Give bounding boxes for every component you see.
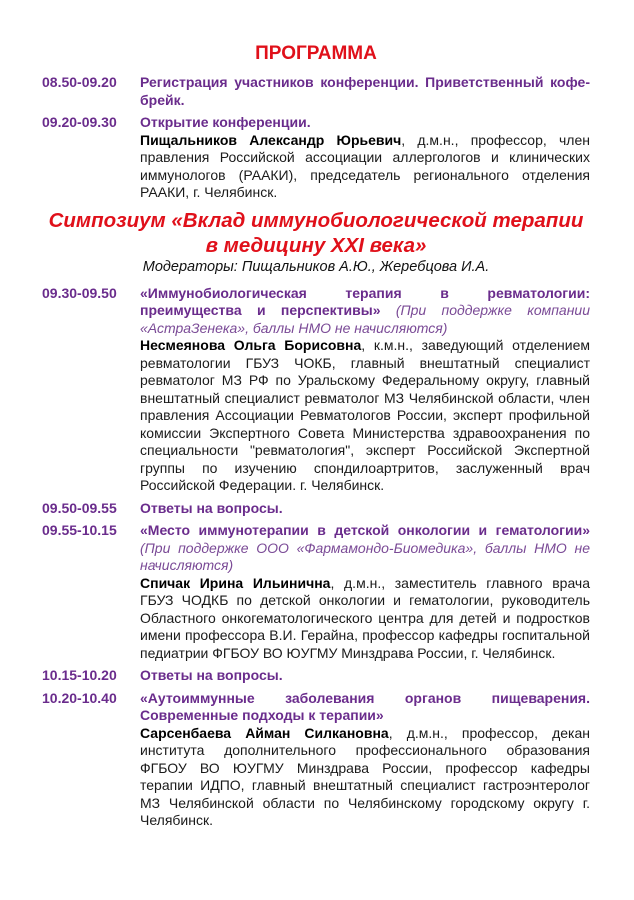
topic-text: «Иммунобиологическая терапия в ревматологии: преимущества и перспективы» — [140, 284, 590, 318]
speaker-details: , д.м.н., профессор, член правления Российской ассоциации аллергологов и клинических иммунологов (РААКИ), председатель регионального отделения РААКИ, г. Челябинск. — [140, 131, 590, 200]
item-topic — [140, 74, 590, 109]
item-topic — [140, 500, 590, 518]
program-item — [42, 667, 590, 685]
item-body — [140, 500, 590, 518]
program-item — [42, 500, 590, 518]
speaker-details: , д.м.н., профессор, декан института дополнительного профессионального образования ФГБОУ ВО ЮУГМУ Минздрава России, профессор кафедры терапии ИДПО, главный внештатный специалист гастроэнтеролог МЗ Челябинской области по Челябинскому городскому округу г. Челябинск. — [140, 724, 591, 828]
program-list-opening — [42, 74, 590, 202]
item-time: 09.20-09.30 — [42, 114, 117, 130]
item-time: 09.50-09.55 — [42, 499, 117, 516]
topic-text: Ответы на вопросы. — [140, 667, 283, 683]
item-time: 10.20-10.40 — [42, 689, 117, 706]
topic-text: Открытие конференции. — [140, 114, 311, 130]
symposium-moderators: Модераторы: Пищальников А.Ю., Жеребцова И.А. — [142, 258, 490, 275]
speaker-info — [140, 337, 590, 495]
topic-text: «Аутоиммунные заболевания органов пищеварения. Современные подходы к терапии» — [140, 689, 590, 723]
item-topic — [140, 522, 590, 575]
item-body — [140, 667, 590, 685]
program-item — [42, 285, 590, 495]
program-item — [42, 74, 590, 109]
speaker-details: , д.м.н., заместитель главного врача ГБУЗ ЧОДКБ по детской онкологии и гематологии, руководитель Областного онкогематологического центра для детей и подростков имени профессора В.И. Герайна, профессор кафедры госпитальной педиатрии ФГБОУ ВО ЮУГМУ Минздрава России, г. Челябинск. — [140, 574, 591, 661]
item-time: 08.50-09.20 — [42, 74, 117, 90]
program-item — [42, 690, 590, 830]
topic-text: «Место иммунотерапии в детской онкологии и гематологии» — [140, 522, 590, 538]
sponsor-note: (При поддержке ООО «Фармамондо-Биомедика», баллы НМО не начисляются) — [140, 539, 590, 573]
item-topic — [140, 114, 590, 132]
page-title: ПРОГРАММА — [255, 43, 377, 64]
speaker-name: Сарсенбаева Айман Силкановна — [140, 724, 389, 741]
program-list-symposium — [42, 285, 590, 830]
item-topic — [140, 667, 590, 685]
item-body — [140, 285, 590, 495]
item-time: 09.30-09.50 — [42, 284, 117, 301]
speaker-info — [140, 725, 590, 830]
item-body — [140, 690, 590, 830]
program-item — [42, 114, 590, 202]
symposium-title: Симпозиум «Вклад иммунобиологической терапии в медицину XXI века» — [48, 208, 584, 257]
item-body — [140, 74, 590, 109]
item-time: 09.55-10.15 — [42, 522, 117, 538]
item-body — [140, 522, 590, 662]
speaker-name: Пищальников Александр Юрьевич — [140, 131, 402, 148]
item-topic — [140, 285, 590, 338]
speaker-info — [140, 575, 590, 663]
speaker-details: , к.м.н., заведующий отделением ревматологии ГБУЗ ЧОКБ, главный внештатный специалист ревматолог МЗ РФ по Уральскому Федеральному округу, главный внештатный специалист ревматолог МЗ Челябинской области, член правления Ассоциации Ревматологов России, эксперт профильной комиссии Экспертного Совета Министерства здравоохранения по специальности "ревматология", эксперт Российской Экспертной группы по изучению спондилоартритов, заслуженный врач Российской Федерации. г. Челябинск. — [140, 337, 590, 493]
item-body — [140, 114, 590, 202]
speaker-name: Несмеянова Ольга Борисовна — [140, 337, 362, 353]
program-item — [42, 522, 590, 662]
topic-text: Ответы на вопросы. — [140, 499, 283, 516]
sponsor-note: (При поддержке компании «АстраЗенека», баллы НМО не начисляются) — [140, 302, 590, 336]
speaker-name: Спичак Ирина Ильинична — [140, 574, 331, 591]
item-time: 10.15-10.20 — [42, 667, 117, 683]
speaker-info — [140, 132, 590, 202]
item-topic — [140, 690, 590, 725]
topic-text: Регистрация участников конференции. Приветственный кофе-брейк. — [140, 74, 590, 108]
